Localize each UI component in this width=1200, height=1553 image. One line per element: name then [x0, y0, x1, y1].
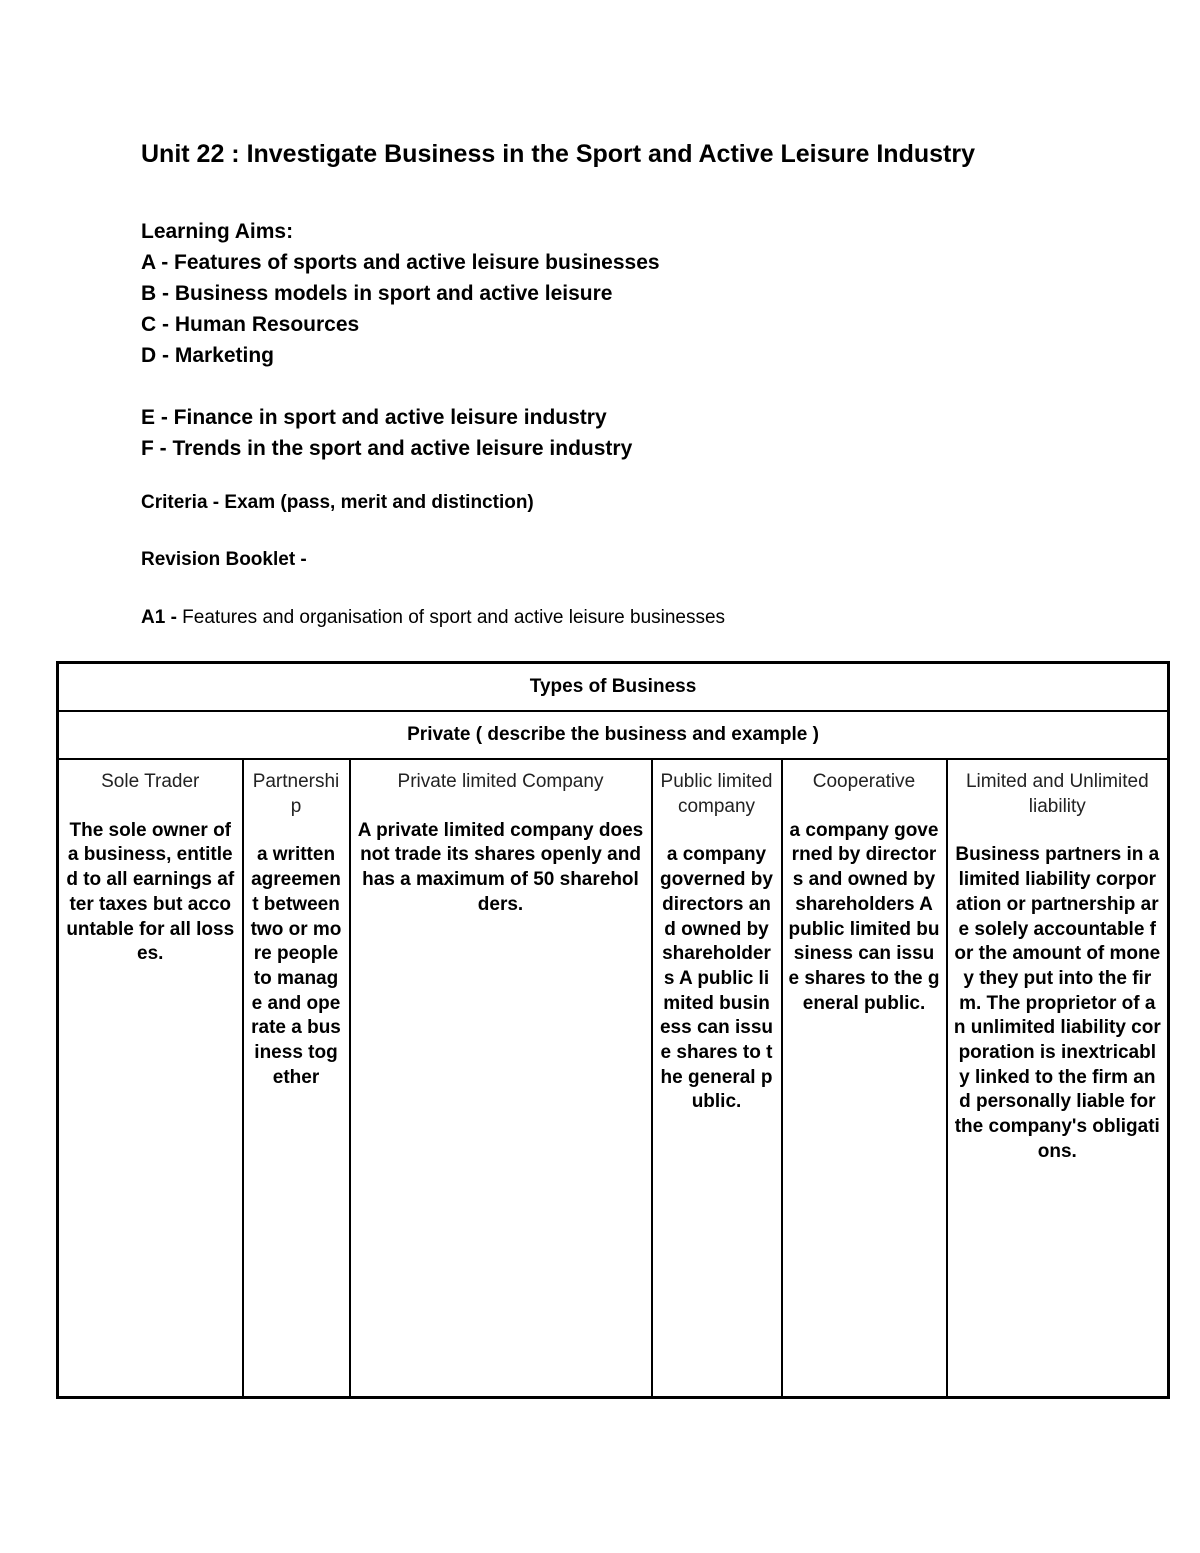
- column-title: Public limited company: [660, 771, 773, 817]
- table-header: Types of Business: [58, 663, 1169, 712]
- column-private-limited-company: [350, 759, 652, 1397]
- column-title: Sole Trader: [101, 771, 200, 792]
- column-cooperative: [782, 759, 947, 1397]
- column-title: Private limited Company: [397, 771, 604, 792]
- a1-heading: [141, 607, 725, 629]
- aim-item: F - Trends in the sport and active leisure industry: [141, 437, 633, 460]
- column-title: Cooperative: [812, 771, 916, 792]
- column-sole-trader: [58, 759, 243, 1397]
- types-of-business-table: [56, 661, 1170, 1399]
- a1-label: A1 -: [141, 607, 177, 628]
- aim-item: A - Features of sports and active leisure businesses: [141, 251, 660, 274]
- column-partnership: [243, 759, 350, 1397]
- document-title: Unit 22 : Investigate Business in the Sport and Active Leisure Industry: [141, 140, 975, 168]
- column-public-limited-company: [652, 759, 782, 1397]
- column-title: Partnership: [252, 771, 340, 817]
- column-description: The sole owner of a business, entitled to all earnings after taxes but accountable for all losses.: [66, 819, 235, 965]
- a1-text: Features and organisation of sport and active leisure businesses: [176, 607, 726, 628]
- column-title: Limited and Unlimited liability: [965, 771, 1149, 817]
- learning-aims-heading: Learning Aims:: [141, 220, 294, 243]
- table-subheader: Private ( describe the business and example ): [58, 711, 1169, 759]
- revision-booklet-line: Revision Booklet -: [141, 549, 307, 570]
- column-description: a company governed by directors and owned by shareholders A public limited business can issue shares to the general public.: [788, 819, 940, 1014]
- learning-aims: [141, 216, 660, 464]
- column-description: a company governed by directors and owned by shareholders A public limited business can issue shares to the general public.: [659, 844, 774, 1113]
- aim-item: C - Human Resources: [141, 313, 360, 336]
- column-description: Business partners in a limited liability corporation or partnership are solely accountable for the amount of money they put into the firm. The proprietor of an unlimited liability corporation is inextricably linked to the firm and personally liable for the company's obligations.: [953, 844, 1161, 1162]
- column-limited-unlimited-liability: [947, 759, 1169, 1397]
- criteria-line: Criteria - Exam (pass, merit and distinction): [141, 492, 534, 513]
- aim-item: B - Business models in sport and active leisure: [141, 282, 613, 305]
- column-description: a written agreement between two or more people to manage and operate a business together: [250, 844, 342, 1088]
- aim-item: D - Marketing: [141, 344, 275, 367]
- column-description: A private limited company does not trade its shares openly and has a maximum of 50 shareholders.: [357, 819, 644, 915]
- aim-item: E - Finance in sport and active leisure industry: [141, 406, 607, 429]
